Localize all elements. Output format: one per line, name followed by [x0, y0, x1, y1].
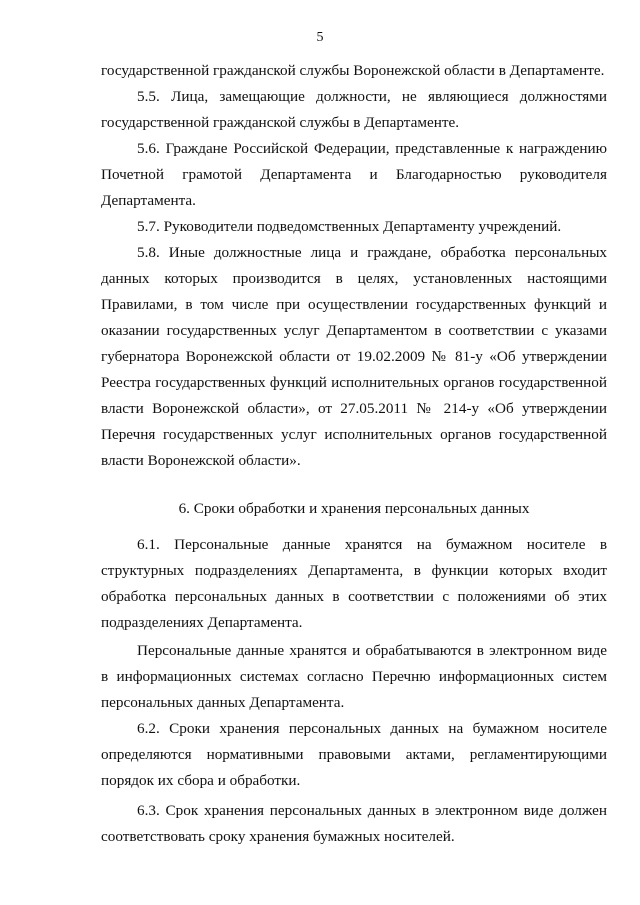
paragraph-6-3: 6.3. Срок хранения персональных данных в электронном виде должен соответствовать сроку хранения бумажных носителей.	[101, 802, 607, 845]
paragraph-5-5: 5.5. Лица, замещающие должности, не являющиеся должностями государственной гражданской службы в Департаменте.	[101, 88, 607, 131]
paragraph-6-1: 6.1. Персональные данные хранятся на бумажном носителе в структурных подразделениях Департамента, в функции которых входит обработка персональных данных в соответствии с положениями об этих подразделениях Департамента.	[101, 536, 607, 631]
section-6-heading: 6. Сроки обработки и хранения персональных данных	[178, 500, 530, 517]
paragraph-continuation: государственной гражданской службы Воронежской области в Департаменте.	[101, 62, 605, 79]
paragraph-5-7: 5.7. Руководители подведомственных Департаменту учреждений.	[137, 218, 562, 235]
paragraph-5-8: 5.8. Иные должностные лица и граждане, обработка персональных данных которых производится в целях, установленных настоящими Правилами, в том числе при осуществлении государственных функций и оказании государственных услуг Департаментом в соответствии с указами губернатора Воронежской области от 19.02.2009 № 81-у «Об утверждении Реестра государственных функций исполнительных органов государственной власти Воронежской области», от 27.05.2011 № 214-у «Об утверждении Перечня государственных услуг исполнительных органов государственной власти Воронежской области».	[101, 244, 607, 469]
paragraph-6-2: 6.2. Сроки хранения персональных данных на бумажном носителе определяются нормативными правовыми актами, регламентирующими порядок их сбора и обработки.	[101, 720, 607, 789]
page-number: 5	[316, 30, 324, 45]
paragraph-5-6: 5.6. Граждане Российской Федерации, представленные к награждению Почетной грамотой Департамента и Благодарностью руководителя Департамента.	[101, 140, 607, 209]
paragraph-6-1-electronic: Персональные данные хранятся и обрабатываются в электронном виде в информационных системах согласно Перечню информационных систем персональных данных Департамента.	[101, 642, 607, 711]
